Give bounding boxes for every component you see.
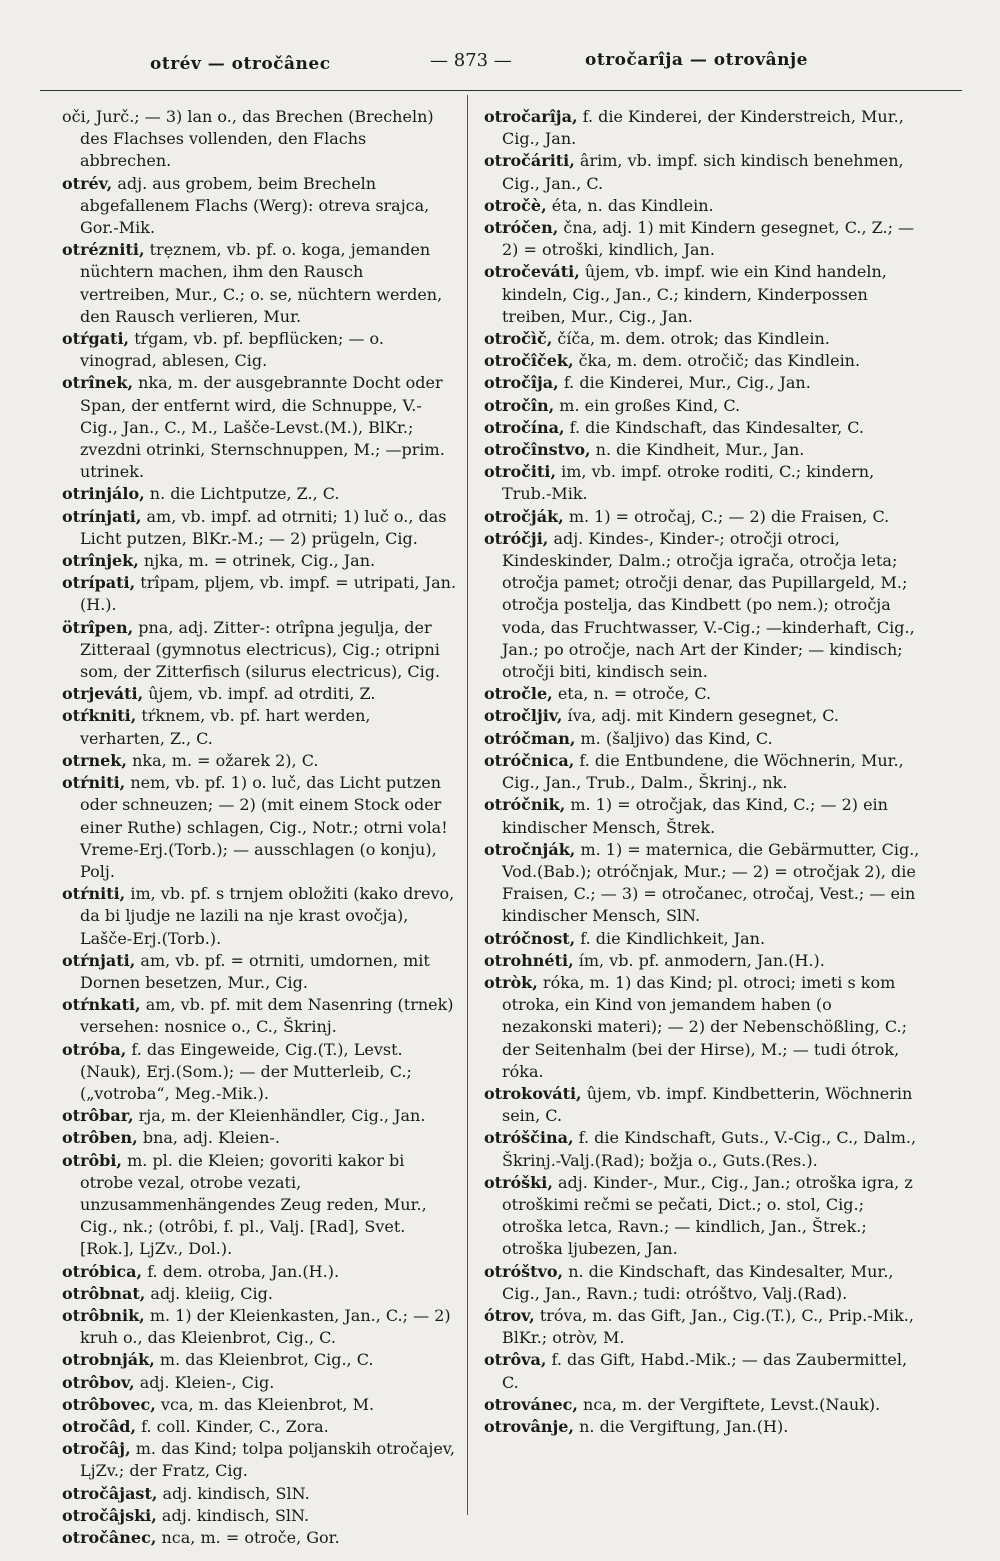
entry-definition: adj. aus grobem, beim Brecheln abgefallenem Flachs (Werg): otreva srajca, Gor.-Mik. xyxy=(80,173,430,238)
entry-definition: am, vb. impf. ad otrniti; 1) luč o., das Licht putzen, BlKr.-M.; — 2) prügeln, Cig. xyxy=(80,506,447,548)
dictionary-entry xyxy=(62,1261,457,1283)
entry-definition: íva, adj. mit Kindern gesegnet, C. xyxy=(567,706,839,726)
entry-definition: adj. kleiig, Cig. xyxy=(150,1283,273,1303)
entry-headword: otróčman, xyxy=(484,728,576,748)
entry-headword: otročle, xyxy=(484,684,553,704)
dictionary-entry xyxy=(62,683,457,705)
dictionary-entry xyxy=(62,1305,457,1349)
entry-headword: otŕniti, xyxy=(62,773,126,793)
dictionary-entry xyxy=(484,1349,924,1393)
entry-headword: otrôbi, xyxy=(62,1150,122,1170)
entry-definition: ûjem, vb. impf. ad otrditi, Z. xyxy=(148,684,376,704)
entry-headword: otročîja, xyxy=(484,373,559,393)
entry-definition: ûjem, vb. impf. wie ein Kind handeln, kindeln, Cig., Jan., C.; kindern, Kinderpossen treiben, Mur., Cig., Jan. xyxy=(502,262,887,326)
dictionary-entry xyxy=(62,1416,457,1438)
entry-definition: ârim, vb. impf. sich kindisch benehmen, Cig., Jan., C. xyxy=(502,151,904,193)
entry-headword: otročeváti, xyxy=(484,262,580,282)
left-column xyxy=(62,106,457,1549)
entry-headword: otróčnost, xyxy=(484,928,576,948)
entry-headword: otrév, xyxy=(62,173,113,193)
entry-headword: otročljiv, xyxy=(484,706,563,726)
dictionary-entry xyxy=(484,506,924,528)
dictionary-entry xyxy=(62,1349,457,1371)
entry-definition: f. die Kindschaft, Guts., V.-Cig., C., Dalm., Škrinj.-Valj.(Rad); božja o., Guts.(Res.). xyxy=(502,1128,917,1170)
entry-headword: otrohnéti, xyxy=(484,950,574,970)
dictionary-entry xyxy=(62,328,457,372)
entry-definition: ím, vb. pf. anmodern, Jan.(H.). xyxy=(578,950,825,970)
dictionary-entry xyxy=(62,550,457,572)
entry-definition: číča, m. dem. otrok; das Kindlein. xyxy=(557,329,830,349)
dictionary-entry xyxy=(62,1438,457,1482)
entry-headword: otŕgati, xyxy=(62,329,130,349)
entry-definition: nka, m. = ožarek 2), C. xyxy=(132,750,319,770)
dictionary-entry xyxy=(484,439,924,461)
dictionary-entry xyxy=(484,195,924,217)
dictionary-entry xyxy=(62,572,457,616)
entry-definition: am, vb. pf. = otrniti, umdornen, mit Dornen besetzen, Mur., Cig. xyxy=(80,950,430,992)
entry-headword: otróba, xyxy=(62,1039,127,1059)
entry-headword: otróbica, xyxy=(62,1261,143,1281)
dictionary-entry xyxy=(62,1150,457,1261)
dictionary-entry xyxy=(62,1505,457,1527)
entry-headword: otróčnica, xyxy=(484,750,575,770)
entry-definition: m. 1) = maternica, die Gebärmutter, Cig., Vod.(Bab.); otróčnjak, Mur.; — 2) = otročjak 2), die Fraisen, C.; — 3) = otročanec, otročaj, Vest.; — ein kindischer Mensch, SlN. xyxy=(502,839,920,926)
dictionary-entry xyxy=(484,217,924,261)
dictionary-entry xyxy=(62,994,457,1038)
dictionary-entry xyxy=(62,372,457,483)
entry-headword: otrínjati, xyxy=(62,506,142,526)
entry-headword: otrovánec, xyxy=(484,1394,578,1414)
dictionary-entry xyxy=(484,328,924,350)
dictionary-entry xyxy=(484,750,924,794)
entry-definition: róka, m. 1) das Kind; pl. otroci; imeti s kom otroka, ein Kind von jemandem haben (o nezakonski materi); — 2) der Nebenschößling, C.; der Seitenhalm (bei der Hirse), M.; — tudi ótrok, róka. xyxy=(502,972,907,1081)
dictionary-entry xyxy=(484,705,924,727)
entry-definition: m. ein großes Kind, C. xyxy=(559,395,741,415)
dictionary-entry xyxy=(62,1527,457,1549)
entry-headword: otrôbovec, xyxy=(62,1394,156,1414)
entry-definition: am, vb. pf. mit dem Nasenring (trnek) versehen: nosnice o., C., Škrinj. xyxy=(80,995,454,1037)
dictionary-entry xyxy=(62,239,457,328)
running-head-right: otročarîja — otrovânje xyxy=(585,50,808,70)
entry-definition: éta, n. das Kindlein. xyxy=(551,195,714,215)
entry-headword: otrobnják, xyxy=(62,1350,155,1370)
entry-headword: otročîn, xyxy=(484,395,555,415)
dictionary-entry xyxy=(484,1305,924,1349)
entry-headword: otrinjálo, xyxy=(62,484,145,504)
entry-headword: ötrîpen, xyxy=(62,617,134,637)
entry-definition: f. die Kinderei, der Kinderstreich, Mur., Cig., Jan. xyxy=(502,107,904,149)
entry-definition: adj. Kinder-, Mur., Cig., Jan.; otroška igra, z otroškimi rečmi se pečati, Dict.; o. stol, Cig.; otroška letca, Ravn.; — kindlich, Jan., Štrek.; otroška ljubezen, Jan. xyxy=(502,1172,913,1259)
entry-headword: otŕnjati, xyxy=(62,950,136,970)
entry-definition: adj. Kindes-, Kinder-; otročji otroci, Kindeskinder, Dalm.; otročja igrača, otročja leta; otročja pamet; otročji denar, das Pupillargeld, M.; otročja postelja, das Kindbett (po nem.); otročja voda, das Fruchtwasser, V.-Cig.; —kinderhaft, Cig., Jan.; po otročje, nach Art der Kinder; — kindisch; otročji biti, kindisch sein. xyxy=(502,528,915,682)
entry-headword: otročarîja, xyxy=(484,107,578,126)
entry-definition: eta, n. = otroče, C. xyxy=(557,684,712,704)
entry-headword: otročìč, xyxy=(484,329,553,349)
entry-headword: otróčen, xyxy=(484,218,559,238)
entry-headword: otročè, xyxy=(484,195,547,215)
entry-definition: vca, m. das Kleienbrot, M. xyxy=(160,1394,375,1414)
dictionary-entry xyxy=(62,173,457,240)
entry-definition: n. die Kindschaft, das Kindesalter, Mur., Cig., Jan., Ravn.; tudi: otróštvo, Valj.(Rad). xyxy=(502,1261,894,1303)
entry-definition: nka, m. der ausgebrannte Docht oder Span, der entfernt wird, die Schnuppe, V.-Cig., Jan., C., M., Lašče-Levst.(M.), BlKr.; zvezdni otrinki, Sternschnuppen, M.; —prim. utrinek. xyxy=(80,373,445,482)
dictionary-entry xyxy=(62,1039,457,1106)
entry-definition: n. die Vergiftung, Jan.(H). xyxy=(579,1416,789,1436)
entry-definition: f. dem. otroba, Jan.(H.). xyxy=(147,1261,340,1281)
entry-headword: otróčji, xyxy=(484,528,549,548)
dictionary-entry xyxy=(484,972,924,1083)
dictionary-entry xyxy=(484,461,924,505)
entry-definition: čka, m. dem. otročič; das Kindlein. xyxy=(578,351,861,371)
dictionary-entry xyxy=(484,794,924,838)
entry-definition: n. die Lichtputze, Z., C. xyxy=(149,484,340,504)
dictionary-entry xyxy=(62,950,457,994)
entry-headword: otrôbar, xyxy=(62,1106,134,1126)
entry-definition: nca, m. = otroče, Gor. xyxy=(161,1528,340,1547)
entry-definition: nem, vb. pf. 1) o. luč, das Licht putzen oder schneuzen; — 2) (mit einem Stock oder einer Ruthe) schlagen, Cig., Notr.; otrni vola! Vreme-Erj.(Torb.); — ausschlagen (o konju), Polj. xyxy=(80,773,448,881)
entry-headword: otročâj, xyxy=(62,1439,131,1459)
dictionary-entry xyxy=(484,395,924,417)
dictionary-entry xyxy=(484,839,924,928)
dictionary-entry xyxy=(484,1172,924,1261)
entry-headword: otŕkniti, xyxy=(62,706,137,726)
entry-definition: n. die Kindheit, Mur., Jan. xyxy=(595,440,805,460)
entry-definition: f. coll. Kinder, C., Zora. xyxy=(141,1416,329,1436)
dictionary-entry xyxy=(484,1083,924,1127)
entry-headword: otročiti, xyxy=(484,462,557,482)
entry-headword: ótrov, xyxy=(484,1305,535,1325)
entry-definition: m. das Kind; tolpa poljanskih otročajev, LjZv.; der Fratz, Cig. xyxy=(80,1439,456,1481)
entry-headword: otróščina, xyxy=(484,1128,574,1148)
entry-headword: otŕniti, xyxy=(62,884,126,904)
entry-definition: m. 1) = otročaj, C.; — 2) die Fraisen, C. xyxy=(568,506,890,526)
dictionary-entry xyxy=(484,528,924,683)
dictionary-entry xyxy=(484,1394,924,1416)
dictionary-entry xyxy=(484,928,924,950)
dictionary-entry xyxy=(62,106,457,173)
dictionary-entry xyxy=(484,1127,924,1171)
entry-definition: m. 1) der Kleienkasten, Jan., C.; — 2) kruh o., das Kleienbrot, Cig., C. xyxy=(80,1305,451,1348)
entry-headword: otrjeváti, xyxy=(62,684,144,704)
entry-headword: otročâjast, xyxy=(62,1483,158,1503)
entry-definition: tŕgam, vb. pf. bepflücken; — o. vinograd, ablesen, Cig. xyxy=(80,329,384,371)
entry-headword: otrípati, xyxy=(62,573,136,593)
entry-definition: f. die Kindschaft, das Kindesalter, C. xyxy=(569,417,864,437)
entry-definition: f. die Kindlichkeit, Jan. xyxy=(580,928,766,948)
dictionary-entry xyxy=(484,350,924,372)
dictionary-entry xyxy=(62,506,457,550)
entry-headword: otrôva, xyxy=(484,1350,547,1370)
page-number: — 873 — xyxy=(430,50,512,71)
dictionary-entry xyxy=(62,1283,457,1305)
dictionary-entry xyxy=(62,617,457,684)
entry-definition: oči, Jurč.; — 3) lan o., das Brechen (Brecheln) des Flachses vollenden, den Flachs abbrechen. xyxy=(62,107,434,171)
entry-definition: tŕknem, vb. pf. hart werden, verharten, Z., C. xyxy=(80,706,371,748)
entry-definition: trẹznem, vb. pf. o. koga, jemanden nüchtern machen, ihm den Rausch vertreiben, Mur., C.; o. se, nüchtern werden, den Rausch verlieren, Mur. xyxy=(80,240,443,326)
entry-headword: otròk, xyxy=(484,972,538,992)
entry-definition: rja, m. der Kleienhändler, Cig., Jan. xyxy=(138,1106,426,1126)
entry-headword: otŕnkati, xyxy=(62,995,141,1015)
dictionary-entry xyxy=(62,483,457,505)
entry-headword: otróčnik, xyxy=(484,795,566,815)
column-divider xyxy=(467,95,468,1515)
entry-definition: im, vb. impf. otroke roditi, C.; kindern, Trub.-Mik. xyxy=(502,462,875,504)
entry-headword: otrôben, xyxy=(62,1128,138,1148)
entry-definition: f. die Kinderei, Mur., Cig., Jan. xyxy=(563,373,811,393)
entry-headword: otrôbnik, xyxy=(62,1305,145,1325)
dictionary-entry xyxy=(484,728,924,750)
entry-definition: m. das Kleienbrot, Cig., C. xyxy=(159,1350,374,1370)
dictionary-entry xyxy=(62,1372,457,1394)
entry-headword: otročâd, xyxy=(62,1416,137,1436)
entry-headword: otročânec, xyxy=(62,1528,157,1547)
entry-definition: f. die Entbundene, die Wöchnerin, Mur., Cig., Jan., Trub., Dalm., Škrinj., nk. xyxy=(502,750,904,793)
entry-definition: m. pl. die Kleien; govoriti kakor bi otrobe vezal, otrobe vezati, unzusammenhängendes Zeug reden, Mur., Cig., nk.; (otrôbi, f. pl., Valj. [Rad], Svet. [Rok.], LjZv., Dol.). xyxy=(80,1150,427,1259)
dictionary-entry xyxy=(484,417,924,439)
dictionary-entry xyxy=(62,1127,457,1149)
entry-headword: otrézniti, xyxy=(62,240,145,260)
entry-definition: čna, adj. 1) mit Kindern gesegnet, C., Z.; — 2) = otroški, kindlich, Jan. xyxy=(502,218,915,260)
dictionary-entry xyxy=(484,1416,924,1438)
dictionary-entry xyxy=(62,1105,457,1127)
dictionary-entry xyxy=(484,261,924,328)
dictionary-entry xyxy=(484,683,924,705)
entry-definition: pna, adj. Zitter-: otrîpna jegulja, der Zitteraal (gymnotus electricus), Cig.; otripni som, der Zitterfisch (silurus electricus), Cig. xyxy=(80,617,441,682)
dictionary-entry xyxy=(62,772,457,883)
entry-definition: m. 1) = otročjak, das Kind, C.; — 2) ein kindischer Mensch, Štrek. xyxy=(502,795,888,837)
entry-definition: adj. Kleien-, Cig. xyxy=(139,1372,275,1392)
entry-definition: nca, m. der Vergiftete, Levst.(Nauk). xyxy=(583,1394,881,1414)
entry-headword: otročâjski, xyxy=(62,1505,157,1525)
entry-headword: otročnják, xyxy=(484,839,576,859)
entry-headword: otročáriti, xyxy=(484,151,575,171)
running-head-left: otrév — otročânec xyxy=(150,54,331,74)
entry-headword: otrôbnat, xyxy=(62,1283,146,1303)
entry-headword: otrînjek, xyxy=(62,551,139,571)
dictionary-entry xyxy=(484,106,924,150)
header-rule xyxy=(40,90,962,91)
entry-headword: otročîček, xyxy=(484,351,574,371)
entry-definition: bna, adj. Kleien-. xyxy=(142,1128,280,1148)
entry-headword: otročják, xyxy=(484,506,564,526)
entry-headword: otróštvo, xyxy=(484,1261,564,1281)
entry-headword: otrovânje, xyxy=(484,1416,574,1436)
entry-headword: otročînstvo, xyxy=(484,440,591,460)
page-header xyxy=(0,42,1000,82)
entry-definition: trîpam, pljem, vb. impf. = utripati, Jan.(H.). xyxy=(80,573,457,615)
dictionary-entry xyxy=(484,1261,924,1305)
entry-definition: adj. kindisch, SlN. xyxy=(161,1505,310,1525)
entry-headword: otrôbov, xyxy=(62,1372,135,1392)
dictionary-entry xyxy=(484,372,924,394)
entry-definition: m. (šaljivo) das Kind, C. xyxy=(580,728,773,748)
dictionary-entry xyxy=(62,705,457,749)
dictionary-entry xyxy=(62,1394,457,1416)
right-column xyxy=(484,106,924,1438)
dictionary-entry xyxy=(484,150,924,194)
entry-headword: otrînek, xyxy=(62,373,134,393)
entry-definition: im, vb. pf. s trnjem obložiti (kako drevo, da bi ljudje ne lazili na nje krast ovočja), Lašče-Erj.(Torb.). xyxy=(80,884,455,948)
entry-headword: otrnek, xyxy=(62,750,127,770)
dictionary-entry xyxy=(484,950,924,972)
dictionary-entry xyxy=(62,1483,457,1505)
entry-headword: otrokováti, xyxy=(484,1083,582,1103)
entry-definition: f. das Gift, Habd.-Mik.; — das Zaubermittel, C. xyxy=(502,1350,908,1392)
entry-definition: njka, m. = otrinek, Cig., Jan. xyxy=(143,551,376,571)
entry-headword: otročína, xyxy=(484,417,565,437)
entry-definition: f. das Eingeweide, Cig.(T.), Levst.(Nauk), Erj.(Som.); — der Mutterleib, C.; („votroba“, Meg.-Mik.). xyxy=(80,1039,412,1103)
entry-definition: tróva, m. das Gift, Jan., Cig.(T.), C., Prip.-Mik., BlKr.; otròv, M. xyxy=(502,1305,914,1348)
dictionary-entry xyxy=(62,883,457,950)
entry-definition: adj. kindisch, SlN. xyxy=(162,1483,310,1503)
entry-definition: ûjem, vb. impf. Kindbetterin, Wöchnerin sein, C. xyxy=(502,1083,913,1126)
entry-headword: otróški, xyxy=(484,1172,553,1192)
dictionary-entry xyxy=(62,750,457,772)
